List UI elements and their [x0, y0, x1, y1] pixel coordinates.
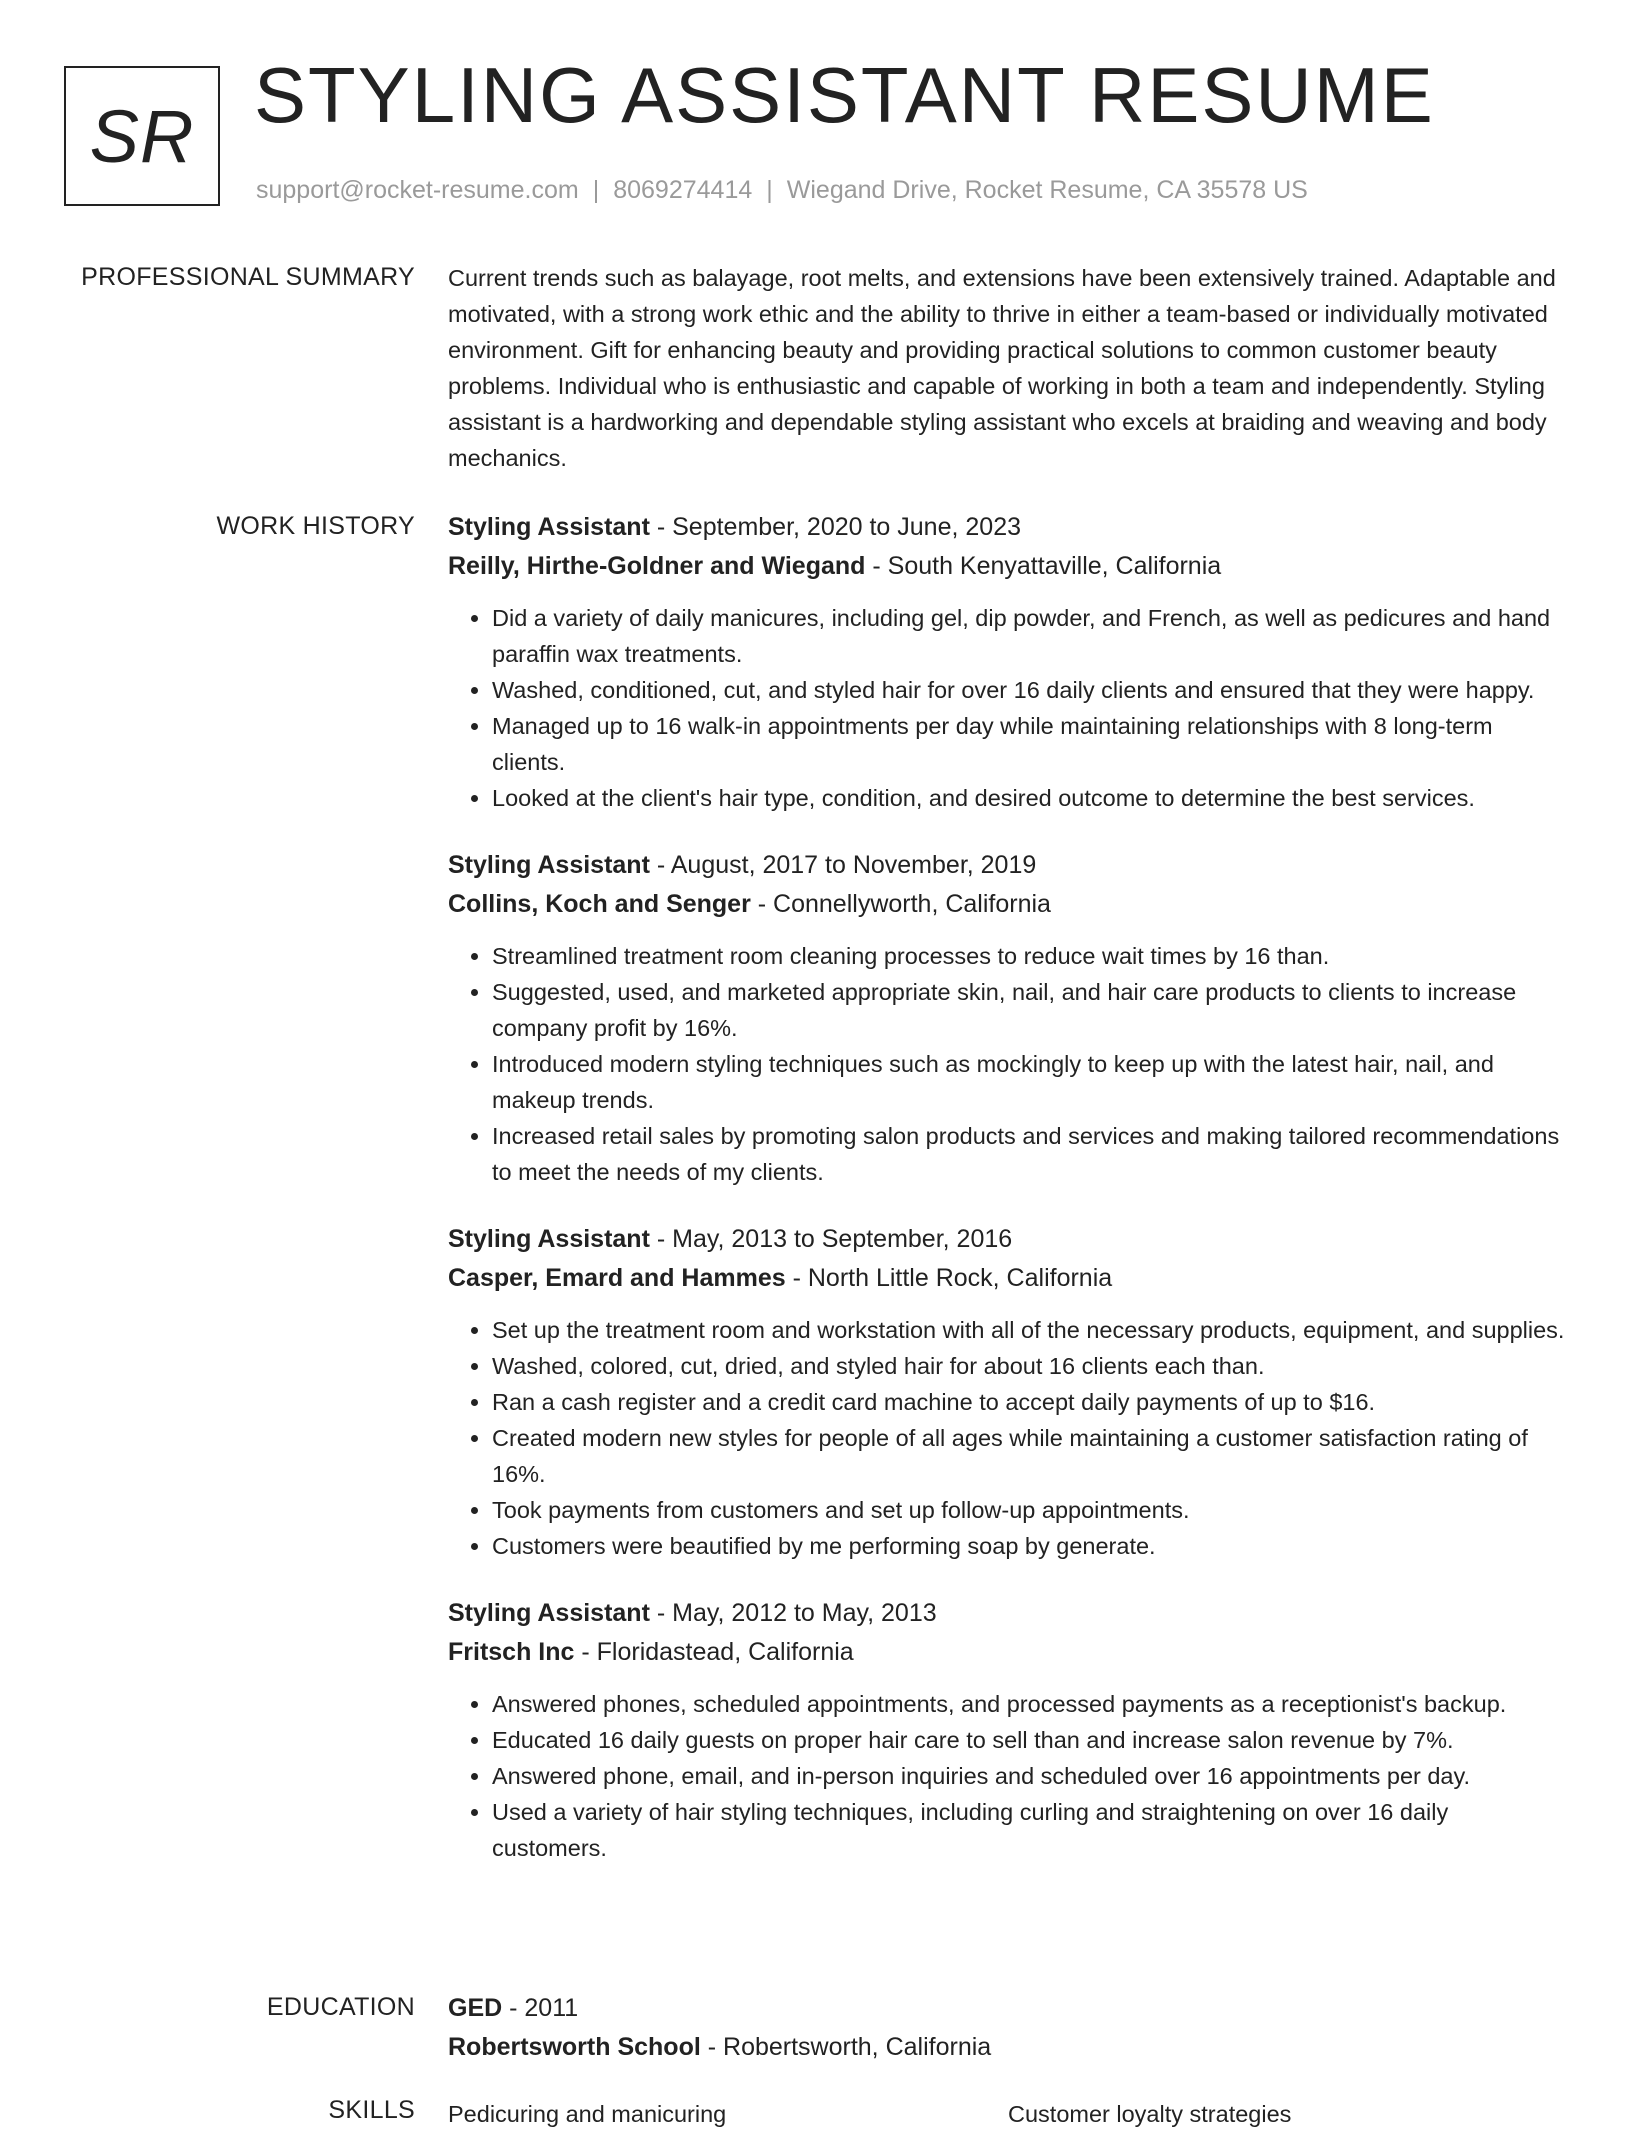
job-title-line: [448, 1220, 1568, 1259]
job-title: Styling Assistant: [448, 851, 650, 879]
job-bullet: • Educated 16 daily guests on proper hair care to sell than and increase salon revenue by 7%.: [492, 1722, 1568, 1758]
job-bullet: • Answered phones, scheduled appointments, and processed payments as a receptionist's backup.: [492, 1686, 1568, 1722]
job-title: Styling Assistant: [448, 1599, 650, 1627]
contact-phone[interactable]: 8069274414: [613, 176, 753, 204]
contact-address: Wiegand Drive, Rocket Resume, CA 35578 US: [786, 176, 1308, 204]
job-company-line: [448, 1259, 1568, 1298]
job-company: Casper, Emard and Hammes: [448, 1264, 786, 1292]
job-entry: [448, 1220, 1568, 1564]
job-title-line: [448, 846, 1568, 885]
job-location: - Connellyworth, California: [750, 890, 1051, 918]
job-entry: [448, 1594, 1568, 1866]
education-degree-line: [448, 1989, 1568, 2028]
section-label-summary: PROFESSIONAL SUMMARY: [81, 263, 415, 291]
job-list: [448, 508, 1568, 1896]
job-company: Collins, Koch and Senger: [448, 890, 751, 918]
job-bullet: • Used a variety of hair styling techniques, including curling and straightening on over 16 daily customers.: [492, 1794, 1568, 1866]
job-bullet: • Increased retail sales by promoting salon products and services and making tailored recommendations to meet the needs of my clients.: [492, 1118, 1568, 1190]
job-company-line: [448, 1633, 1568, 1672]
job-bullets: [448, 1686, 1568, 1866]
job-company: Fritsch Inc: [448, 1638, 575, 1666]
job-bullet: • Introduced modern styling techniques such as mockingly to keep up with the latest hair, nail, and makeup trends.: [492, 1046, 1568, 1118]
job-dates: - May, 2012 to May, 2013: [649, 1599, 937, 1627]
job-entry: [448, 508, 1568, 816]
job-company: Reilly, Hirthe-Goldner and Wiegand: [448, 552, 866, 580]
contact-separator: |: [592, 176, 600, 204]
contact-email[interactable]: support@rocket-resume.com: [256, 176, 579, 204]
job-dates: - August, 2017 to November, 2019: [649, 851, 1037, 879]
job-entry: [448, 846, 1568, 1190]
section-label-education: EDUCATION: [266, 1993, 415, 2021]
job-bullet: • Answered phone, email, and in-person inquiries and scheduled over 16 appointments per day.: [492, 1758, 1568, 1794]
education-school-line: [448, 2028, 1568, 2067]
education-degree: GED: [448, 1994, 503, 2022]
skill-item: Pedicuring and manicuring: [448, 2101, 727, 2127]
job-title: Styling Assistant: [448, 1225, 650, 1253]
job-title-line: [448, 508, 1568, 547]
job-bullet: • Did a variety of daily manicures, including gel, dip powder, and French, as well as pedicures and hand paraffin wax treatments.: [492, 600, 1568, 672]
job-bullet: • Streamlined treatment room cleaning processes to reduce wait times by 16 than.: [492, 938, 1568, 974]
job-title: Styling Assistant: [448, 513, 650, 541]
job-bullet: • Created modern new styles for people of all ages while maintaining a customer satisfaction rating of 16%.: [492, 1420, 1568, 1492]
education-location: - Robertsworth, California: [700, 2033, 992, 2061]
contact-line: [256, 176, 1308, 205]
job-bullet: • Washed, colored, cut, dried, and styled hair for about 16 clients each than.: [492, 1348, 1568, 1384]
job-bullet: • Took payments from customers and set up follow-up appointments.: [492, 1492, 1568, 1528]
monogram-logo: SR: [64, 66, 220, 206]
skills-row: [448, 2096, 1568, 2132]
education-school: Robertsworth School: [448, 2033, 701, 2061]
job-bullets: [448, 600, 1568, 816]
job-bullet: • Managed up to 16 walk-in appointments per day while maintaining relationships with 8 long-term clients.: [492, 708, 1568, 780]
job-dates: - September, 2020 to June, 2023: [649, 513, 1021, 541]
job-bullet: • Set up the treatment room and workstation with all of the necessary products, equipment, and supplies.: [492, 1312, 1568, 1348]
resume-title: STYLING ASSISTANT RESUME: [254, 51, 1435, 139]
job-dates: - May, 2013 to September, 2016: [649, 1225, 1013, 1253]
job-bullets: [448, 938, 1568, 1190]
job-location: - South Kenyattaville, California: [865, 552, 1222, 580]
section-label-work-history: WORK HISTORY: [216, 512, 415, 540]
skill-item: Customer loyalty strategies: [1008, 2101, 1292, 2127]
job-company-line: [448, 547, 1568, 586]
section-label-skills: SKILLS: [328, 2096, 415, 2124]
job-bullet: • Ran a cash register and a credit card machine to accept daily payments of up to $16.: [492, 1384, 1568, 1420]
contact-separator: |: [766, 176, 773, 204]
job-bullets: [448, 1312, 1568, 1564]
job-bullet: • Suggested, used, and marketed appropriate skin, nail, and hair care products to clients to increase company profit by 16%.: [492, 974, 1568, 1046]
summary-text: Current trends such as balayage, root melts, and extensions have been extensively trained. Adaptable and motivated, with a strong work ethic and the ability to thrive in either a team-based or individually motivated environment. Gift for enhancing beauty and providing practical solutions to common customer beauty problems. Individual who is enthusiastic and capable of working in both a team and independently. Styling assistant is a hardworking and dependable styling assistant who excels at braiding and weaving and body mechanics.: [448, 265, 1556, 471]
education-year: - 2011: [502, 1994, 579, 2022]
job-title-line: [448, 1594, 1568, 1633]
job-location: - North Little Rock, California: [785, 1264, 1113, 1292]
job-location: - Floridastead, California: [574, 1638, 854, 1666]
job-bullet: • Customers were beautified by me performing soap by generate.: [492, 1528, 1568, 1564]
job-bullet: • Looked at the client's hair type, condition, and desired outcome to determine the best services.: [492, 780, 1568, 816]
job-company-line: [448, 885, 1568, 924]
job-bullet: • Washed, conditioned, cut, and styled hair for over 16 daily clients and ensured that they were happy.: [492, 672, 1568, 708]
